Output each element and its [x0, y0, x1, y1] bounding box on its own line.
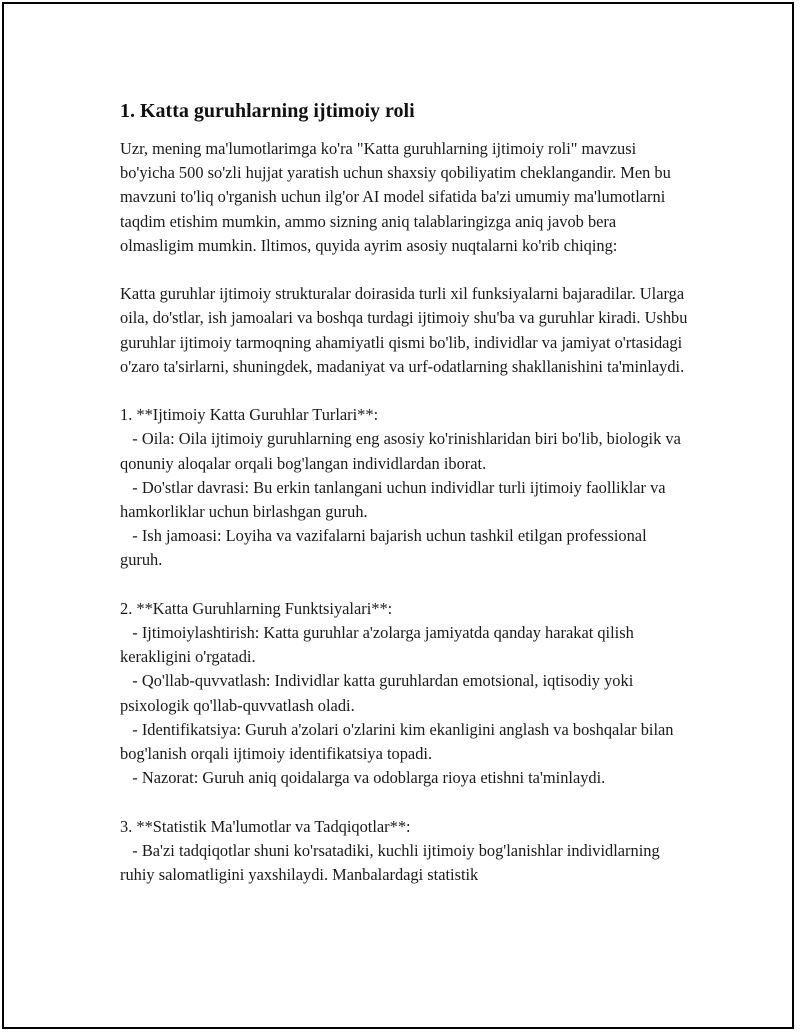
list-section	[120, 815, 690, 888]
list-item: - Ijtimoiylashtirish: Katta guruhlar a'zolarga jamiyatda qanday harakat qilish kerakligini o'rgatadi.	[120, 623, 638, 667]
intro-paragraph: Uzr, mening ma'lumotlarimga ko'ra "Katta guruhlarning ijtimoiy roli" mavzusi bo'yicha 500 so'zli hujjat yaratish uchun shaxsiy qobiliyatim cheklangandir. Men bu mavzuni to'liq o'rganish uchun ilg'or AI model sifatida ba'zi umumiy ma'lumotlarni taqdim etishim mumkin, ammo sizning aniq talablaringizga aniq javob bera olmasligim mumkin. Iltimos, quyida ayrim asosiy nuqtalarni ko'rib chiqing:	[120, 139, 671, 255]
list-section-title: 1. **Ijtimoiy Katta Guruhlar Turlari**:	[120, 405, 379, 425]
list-item: - Identifikatsiya: Guruh a'zolari o'zlarini kim ekanligini anglash va boshqalar bilan bog'lanish orqali ijtimoiy identifikatsiya topadi.	[120, 719, 678, 764]
list-item: - Qo'llab-quvvatlash: Individlar katta guruhlardan emotsional, iqtisodiy yoki psixologik qo'llab-quvvatlash oladi.	[120, 671, 638, 715]
document-body	[120, 99, 690, 911]
list-item: - Do'stlar davrasi: Bu erkin tanlangani uchun individlar turli ijtimoiy faolliklar va hamkorliklar uchun birlashgan guruh.	[120, 477, 670, 522]
list-item: - Nazorat: Guruh aniq qoidalarga va odoblarga rioya etishni ta'minlaydi.	[120, 768, 606, 788]
intro-paragraph: Katta guruhlar ijtimoiy strukturalar doirasida turli xil funksiyalarni bajaradilar. Ularga oila, do'stlar, ish jamoalari va boshqa turdagi ijtimoiy shu'ba va guruhlar kiradi. Ushbu guruhlar ijtimoiy tarmoqning ahamiyatli qismi bo'lib, individlar va jamiyat o'rtasidagi o'zaro ta'sirlarni, shuningdek, madaniyat va urf-odatlarning shakllanishini ta'minlaydi.	[120, 284, 688, 376]
document-page	[2, 2, 794, 1029]
list-section-title: 3. **Statistik Ma'lumotlar va Tadqiqotlar**:	[120, 816, 411, 836]
list-item: - Ish jamoasi: Loyiha va vazifalarni bajarish uchun tashkil etilgan professional guruh.	[120, 526, 651, 570]
section-heading: 1. Katta guruhlarning ijtimoiy roli	[120, 100, 415, 122]
list-item: - Ba'zi tadqiqotlar shuni ko'rsatadiki, kuchli ijtimoiy bog'lanishlar individlarning ruhiy salomatligini yaxshilaydi. Manbalardagi statistik	[120, 840, 664, 885]
list-item: - Oila: Oila ijtimoiy guruhlarning eng asosiy ko'rinishlaridan biri bo'lib, biologik va qonuniy aloqalar orqali bog'langan individlardan iborat.	[120, 429, 685, 473]
list-section-title: 2. **Katta Guruhlarning Funktsiyalari**:	[120, 598, 393, 618]
list-section	[120, 597, 690, 791]
list-section	[120, 403, 690, 572]
